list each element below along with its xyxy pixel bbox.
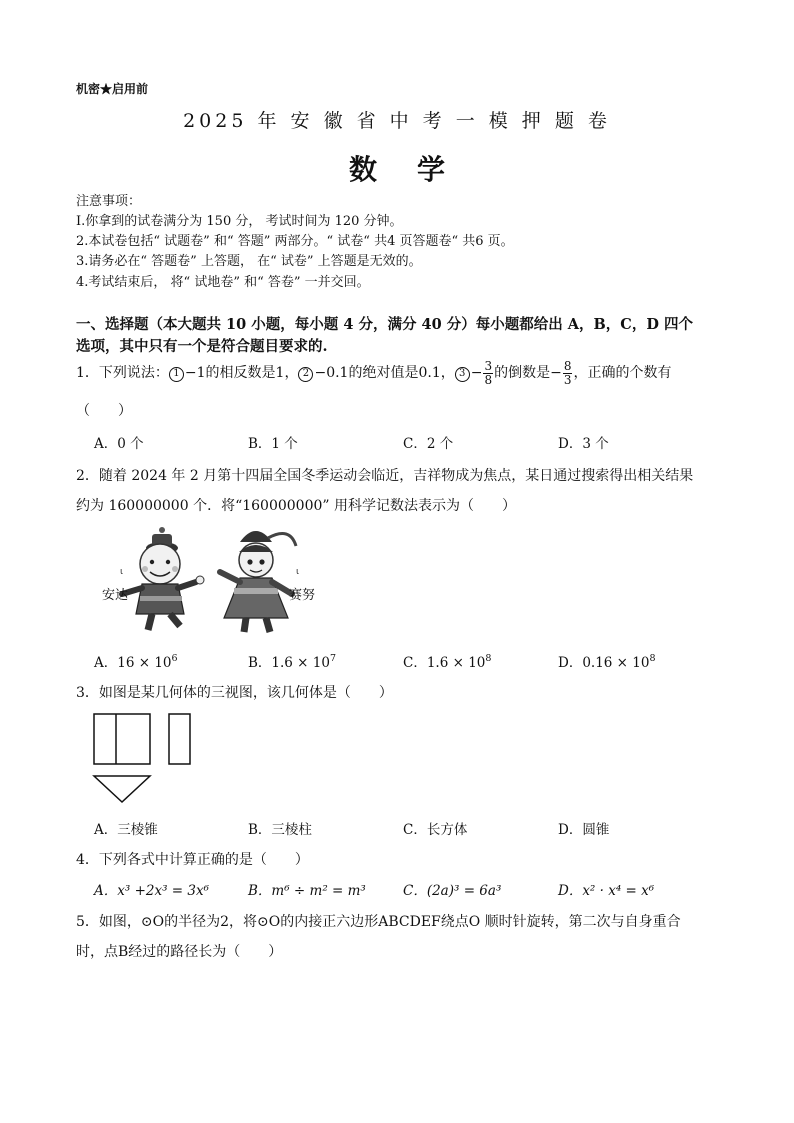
circled-number-2: 2 (298, 367, 313, 382)
q1-option-a: A．0 个 (94, 436, 144, 452)
q2-option-a-exponent: 6 (171, 653, 178, 664)
question-5-line-2: 时，点B经过的路径长为（ ） (76, 944, 283, 960)
exam-title: 2025 年 安 徽 省 中 考 一 模 押 题 卷 (183, 110, 611, 132)
three-view-diagram (92, 712, 196, 806)
q2-option-a-base: A．16 × 10 (94, 655, 172, 671)
circled-number-3: 3 (455, 367, 470, 382)
front-view (94, 714, 150, 764)
q3-option-b: B．三棱柱 (248, 822, 312, 838)
fraction-numerator: 3 (484, 358, 493, 373)
note-item-1: I.你拿到的试卷满分为 150 分， 考试时间为 120 分钟。 (76, 214, 403, 229)
q3-option-c: C．长方体 (403, 822, 468, 838)
q2-option-b (248, 651, 336, 671)
fraction-3-8 (483, 360, 493, 387)
side-view (169, 714, 190, 764)
q1-statement-1: −1的相反数是1， (184, 365, 299, 381)
question-1-stem (76, 358, 671, 388)
q2-option-c-exponent: 8 (485, 653, 492, 664)
mascot-label-left: 安达 (102, 588, 129, 603)
question-2-line-2: 约为 160000000 个．将“160000000” 用科学记数法表示为（ ） (76, 498, 516, 514)
q1-option-b: B．1 个 (248, 436, 298, 452)
question-5-line-1: 5．如图，⊙O的半径为2，将⊙O的内接正六边形ABCDEF绕点O 顺时针旋转，第二次与自身重合 (76, 914, 681, 930)
q2-option-a (94, 651, 178, 671)
q4-option-a: A．x³ +2x³ = 3x⁶ (94, 883, 210, 899)
q4-option-c: C．(2a)³ = 6a³ (403, 883, 502, 899)
section-heading-line-1: 一、选择题（本大题共 10 小题，每小题 4 分，满分 40 分）每小题都给出 A，B，C，D 四个 (76, 316, 693, 333)
q2-option-d-exponent: 8 (649, 653, 656, 664)
q2-option-d (558, 651, 656, 671)
q1-prefix: 1．下列说法： (76, 365, 169, 381)
notes-heading: 注意事项： (76, 194, 142, 209)
section-heading-line-2: 选项，其中只有一个是符合题目要求的. (76, 338, 328, 355)
note-item-3: 3.请务必在“ 答题卷” 上答题， 在“ 试卷” 上答题是无效的。 (76, 254, 422, 269)
q4-option-d: D．x² · x⁴ = x⁶ (558, 883, 655, 899)
q2-option-b-exponent: 7 (329, 653, 337, 664)
circled-number-1: 1 (169, 367, 184, 382)
fraction-8-3 (563, 360, 573, 387)
fraction-denominator: 8 (484, 372, 493, 387)
fraction-denominator: 3 (563, 372, 572, 387)
q1-statement-3-end: ，正确的个数有 (573, 365, 672, 381)
q2-option-d-base: D．0.16 × 10 (558, 655, 650, 671)
question-3-stem: 3．如图是某几何体的三视图，该几何体是（ ） (76, 685, 393, 701)
q2-option-c-base: C．1.6 × 10 (403, 655, 486, 671)
q4-option-b: B．m⁶ ÷ m² = m³ (248, 883, 366, 899)
mascot-sainu-figure (220, 531, 299, 632)
q1-statement-3-mid: 的倒数是− (494, 365, 562, 381)
confidential-label: 机密★启用前 (76, 82, 149, 96)
top-view (94, 776, 150, 802)
question-4-stem: 4．下列各式中计算正确的是（ ） (76, 852, 309, 868)
mascot-label-right: 赛努 (289, 588, 316, 603)
q1-statement-3-minus: − (470, 365, 483, 381)
question-2-line-1: 2．随着 2024 年 2 月第十四届全国冬季运动会临近，吉祥物成为焦点，某日通过搜索得出相关结果 (76, 468, 694, 484)
fraction-numerator: 8 (563, 358, 572, 373)
svg-text:ɩ: ɩ (120, 567, 124, 577)
q2-option-b-base: B．1.6 × 10 (248, 655, 330, 671)
note-item-4: 4.考试结束后， 将“ 试地卷” 和“ 答卷” 一并交回。 (76, 275, 370, 290)
svg-text:ɩ: ɩ (296, 567, 300, 577)
note-item-2: 2.本试卷包括“ 试题卷” 和“ 答题” 两部分。“ 试卷“ 共4 页答题卷“ 共6 页。 (76, 234, 514, 249)
q3-option-a: A．三棱锥 (94, 822, 158, 838)
mascot-anda-figure (120, 527, 204, 630)
q2-option-c (403, 651, 491, 671)
subject-title: 数学 (348, 153, 485, 186)
q3-option-d: D．圆锥 (558, 822, 610, 838)
mascot-illustration (100, 522, 330, 637)
q1-answer-paren: （ ） (76, 403, 132, 419)
q1-statement-2: −0.1的绝对值是0.1， (314, 365, 455, 381)
q1-option-d: D．3 个 (558, 436, 609, 452)
q1-option-c: C．2 个 (403, 436, 454, 452)
